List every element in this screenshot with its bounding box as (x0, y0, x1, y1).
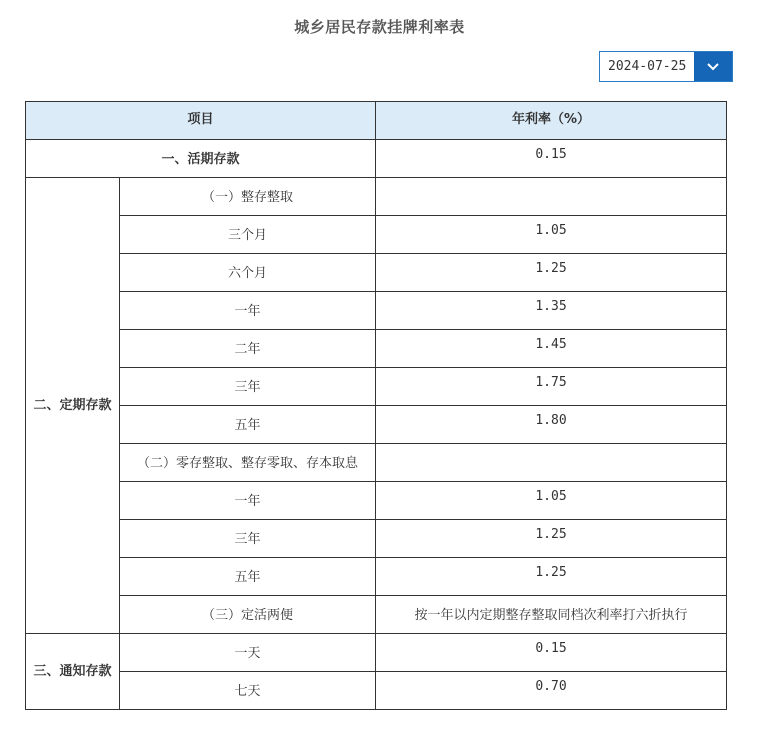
rate-table (25, 101, 727, 710)
table-row (26, 216, 727, 254)
table-row (26, 406, 727, 444)
rate-cell: 1.05 (376, 482, 727, 520)
table-row (26, 140, 727, 178)
term-cell: 一天 (120, 634, 376, 672)
lump-sum-label: （一）整存整取 (120, 178, 376, 216)
date-value: 2024-07-25 (608, 59, 687, 74)
table-header-row (26, 102, 727, 140)
rate-cell: 1.45 (376, 330, 727, 368)
demand-rate: 0.15 (376, 140, 727, 178)
chevron-down-icon (707, 63, 719, 71)
rate-cell: 1.25 (376, 520, 727, 558)
term-cell: 三年 (120, 368, 376, 406)
table-row (26, 520, 727, 558)
table-row (26, 596, 727, 634)
table-row (26, 558, 727, 596)
table-row (26, 330, 727, 368)
header-rate: 年利率（%） (376, 102, 727, 140)
term-cell: 七天 (120, 672, 376, 710)
rate-cell: 1.80 (376, 406, 727, 444)
header-item: 项目 (26, 102, 376, 140)
rate-cell: 1.05 (376, 216, 727, 254)
term-cell: 三年 (120, 520, 376, 558)
time-deposit-label: 二、定期存款 (26, 178, 120, 634)
term-cell: 一年 (120, 292, 376, 330)
empty-cell (376, 444, 727, 482)
term-cell: 六个月 (120, 254, 376, 292)
notice-deposit-label: 三、通知存款 (26, 634, 120, 710)
table-row (26, 292, 727, 330)
rate-cell: 1.35 (376, 292, 727, 330)
table-row (26, 254, 727, 292)
term-cell: 二年 (120, 330, 376, 368)
term-cell: 五年 (120, 406, 376, 444)
date-dropdown-button[interactable] (694, 52, 732, 81)
table-row (26, 444, 727, 482)
table-row (26, 634, 727, 672)
term-cell: 五年 (120, 558, 376, 596)
table-row (26, 672, 727, 710)
table-row (26, 178, 727, 216)
flexible-label: （三）定活两便 (120, 596, 376, 634)
page-title: 城乡居民存款挂牌利率表 (294, 18, 465, 36)
installment-label: （二）零存整取、整存零取、存本取息 (120, 444, 376, 482)
rate-cell: 1.25 (376, 254, 727, 292)
rate-cell: 0.15 (376, 634, 727, 672)
date-selector[interactable] (599, 51, 733, 82)
term-cell: 一年 (120, 482, 376, 520)
rate-cell: 1.25 (376, 558, 727, 596)
table-row (26, 482, 727, 520)
rate-cell: 1.75 (376, 368, 727, 406)
flexible-rate: 按一年以内定期整存整取同档次利率打六折执行 (376, 596, 727, 634)
rate-cell: 0.70 (376, 672, 727, 710)
table-row (26, 368, 727, 406)
term-cell: 三个月 (120, 216, 376, 254)
demand-label: 一、活期存款 (26, 140, 376, 178)
empty-cell (376, 178, 727, 216)
